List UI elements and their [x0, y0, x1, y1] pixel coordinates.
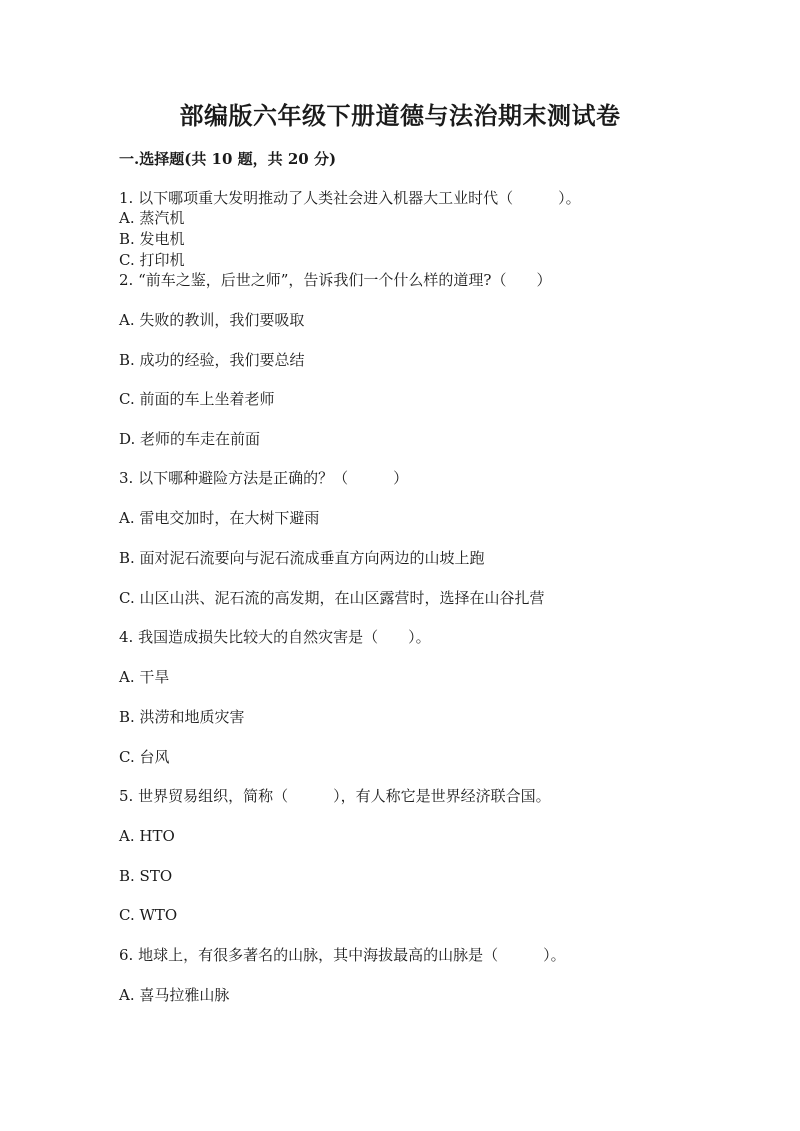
question-3-option-c: C. 山区山洪、泥石流的高发期，在山区露营时，选择在山谷扎营 — [119, 589, 545, 607]
question-2-option-c: C. 前面的车上坐着老师 — [119, 390, 275, 408]
question-5-option-c: C. WTO — [119, 906, 178, 924]
question-5-option-b: B. STO — [119, 867, 173, 885]
question-2-option-b: B. 成功的经验，我们要总结 — [119, 351, 305, 369]
section-heading: 一.选择题(共 10 题，共 20 分) — [119, 150, 337, 168]
question-3-stem: 3. 以下哪种避险方法是正确的？（ ） — [119, 469, 409, 487]
question-3-option-b: B. 面对泥石流要向与泥石流成垂直方向两边的山坡上跑 — [119, 549, 485, 567]
question-1-option-c: C. 打印机 — [119, 251, 185, 269]
question-6-option-a: A. 喜马拉雅山脉 — [119, 986, 230, 1004]
question-4-option-a: A. 干旱 — [119, 668, 170, 686]
question-3-option-a: A. 雷电交加时，在大树下避雨 — [119, 509, 320, 527]
question-2-option-a: A. 失败的教训，我们要吸取 — [119, 311, 305, 329]
page-title: 部编版六年级下册道德与法治期末测试卷 — [179, 101, 621, 130]
question-1-stem: 1. 以下哪项重大发明推动了人类社会进入机器大工业时代（ ）。 — [119, 189, 581, 207]
question-2-stem: 2. “前车之鉴，后世之师”，告诉我们一个什么样的道理?（ ） — [119, 271, 552, 289]
question-1-option-a: A. 蒸汽机 — [119, 209, 185, 227]
question-5-stem: 5. 世界贸易组织，简称（ ），有人称它是世界经济联合国。 — [119, 787, 551, 805]
question-1-option-b: B. 发电机 — [119, 230, 185, 248]
question-4-option-c: C. 台风 — [119, 748, 170, 766]
question-4-stem: 4. 我国造成损失比较大的自然灾害是（ ）。 — [119, 628, 431, 646]
question-4-option-b: B. 洪涝和地质灾害 — [119, 708, 245, 726]
question-6-stem: 6. 地球上，有很多著名的山脉，其中海拔最高的山脉是（ ）。 — [119, 946, 566, 964]
question-5-option-a: A. HTO — [119, 827, 175, 845]
question-2-option-d: D. 老师的车走在前面 — [119, 430, 261, 448]
